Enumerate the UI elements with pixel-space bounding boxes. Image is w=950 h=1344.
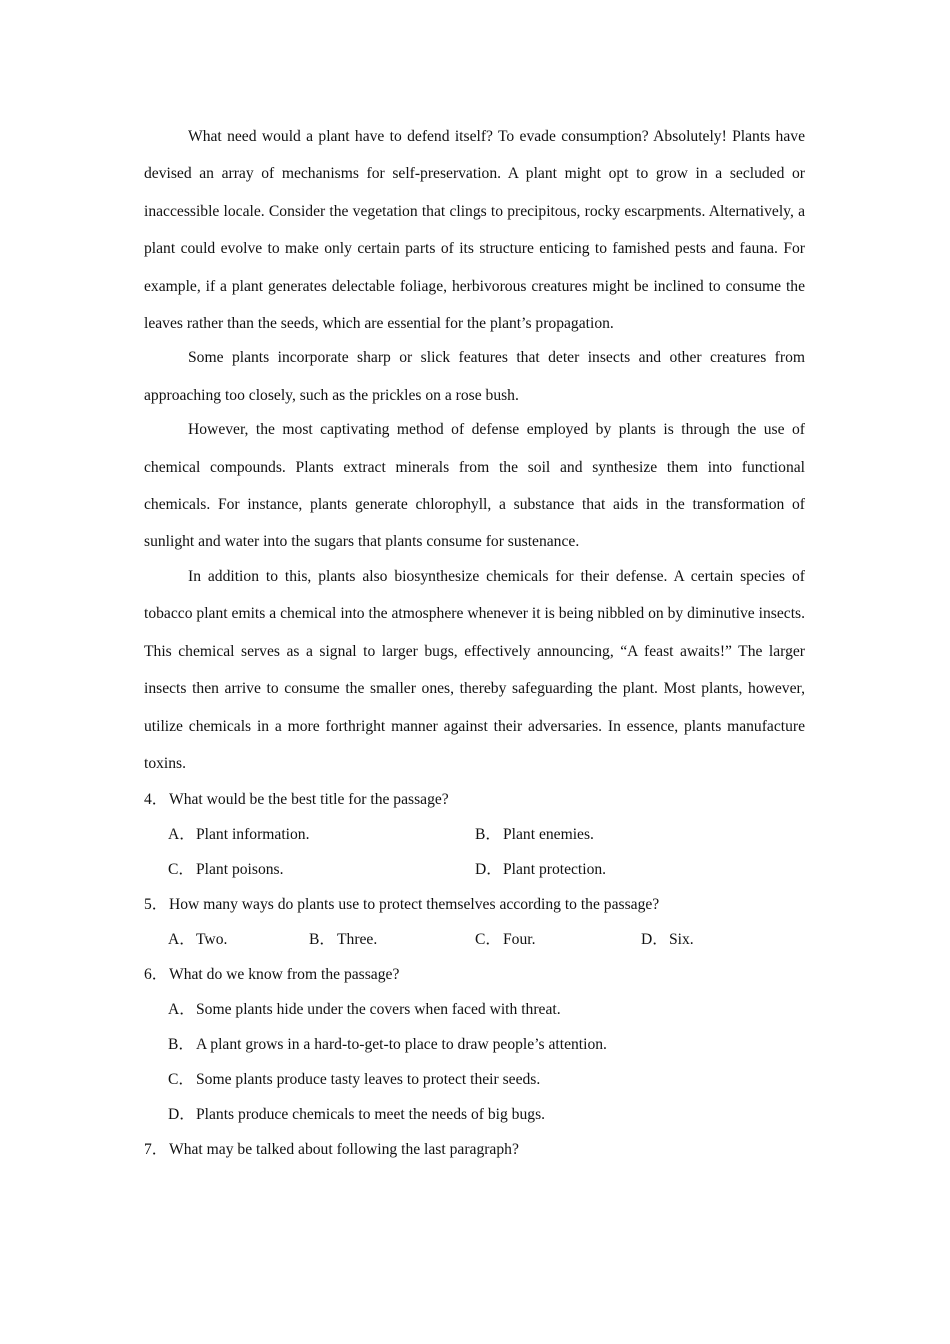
option-c: C． Plant poisons. [168, 861, 284, 879]
document-page [144, 118, 805, 1167]
option-d: D．Six. [641, 931, 694, 949]
question-number: 6． [144, 966, 168, 984]
question-text: How many ways do plants use to protect themselves according to the passage? [169, 896, 660, 914]
question-number: 7． [144, 1141, 168, 1159]
question-text: What would be the best title for the passage? [169, 791, 449, 809]
question-6 [144, 957, 805, 1132]
question-text: What may be talked about following the last paragraph? [169, 1141, 519, 1159]
option-a: A．Plant information. [168, 826, 310, 844]
passage-paragraph-4: In addition to this, plants also biosynthesize chemicals for their defense. A certain species of tobacco plant emits a chemical into the atmosphere whenever it is being nibbled on by diminutive insects. This chemical serves as a signal to larger bugs, effectively announcing, “A feast awaits!” The larger insects then arrive to consume the smaller ones, thereby safeguarding the plant. Most plants, however, utilize chemicals in a more forthright manner against their adversaries. In essence, plants manufacture toxins. [144, 567, 805, 772]
question-text: What do we know from the passage? [169, 966, 400, 984]
question-options [168, 992, 805, 1132]
question-number: 5． [144, 896, 168, 914]
option-d: D．Plant protection. [475, 861, 607, 879]
option-b: B． Three. [309, 931, 378, 949]
option-c: C． Four. [475, 931, 536, 949]
passage-paragraph-1: What need would a plant have to defend itself? To evade consumption? Absolutely! Plants have devised an array of mechanisms for self-preservation. A plant might opt to grow in a secluded or inaccessible locale. Consider the vegetation that clings to precipitous, rocky escarpments. Alternatively, a plant could evolve to make only certain parts of its structure enticing to famished pests and fauna. For example, if a plant generates delectable foliage, herbivorous creatures might be inclined to consume the leaves rather than the seeds, which are essential for the plant’s propagation. [144, 128, 805, 333]
question-7 [144, 1132, 805, 1167]
option-a: A．Two. [168, 931, 228, 949]
passage-paragraph-2: Some plants incorporate sharp or slick features that deter insects and other creatures from approaching too closely, such as the prickles on a rose bush. [144, 349, 805, 404]
option-c: C． Some plants produce tasty leaves to protect their seeds. [168, 1071, 541, 1089]
question-options [168, 817, 805, 887]
question-number: 4． [144, 791, 168, 809]
option-b: B． A plant grows in a hard-to-get-to place to draw people’s attention. [168, 1036, 607, 1054]
question-options [168, 922, 805, 957]
option-d: D．Plants produce chemicals to meet the needs of big bugs. [168, 1106, 546, 1124]
question-5 [144, 887, 805, 957]
question-4 [144, 782, 805, 887]
option-b: B． Plant enemies. [475, 826, 594, 844]
option-a: A．Some plants hide under the covers when faced with threat. [168, 1001, 561, 1019]
passage-paragraph-3: However, the most captivating method of defense employed by plants is through the use of chemical compounds. Plants extract minerals from the soil and synthesize them into functional chemicals. For instance, plants generate chlorophyll, a substance that aids in the transformation of sunlight and water into the sugars that plants consume for sustenance. [144, 421, 805, 551]
